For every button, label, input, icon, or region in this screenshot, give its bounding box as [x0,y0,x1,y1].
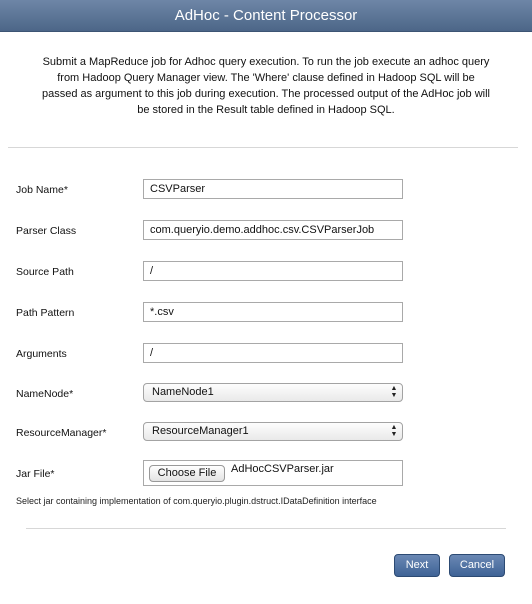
namenode-select[interactable] [143,383,403,402]
divider [8,147,518,148]
path-pattern-label: Path Pattern [16,307,75,319]
jar-file-field [143,460,403,486]
parser-class-input[interactable] [143,220,403,240]
next-button[interactable]: Next [394,554,440,577]
arguments-input[interactable] [143,343,403,363]
jar-file-name: AdHocCSVParser.jar [231,463,334,475]
job-name-input[interactable] [143,179,403,199]
namenode-label: NameNode* [16,388,74,400]
resourcemanager-select[interactable] [143,422,403,441]
jar-file-label: Jar File* [16,468,55,480]
up-down-arrows-icon: ▲ ▼ [390,385,398,399]
jar-hint-text: Select jar containing implementation of com.queryio.plugin.dstruct.IDataDefinition interface [16,496,377,506]
window-title: AdHoc - Content Processor [0,0,532,32]
divider [26,528,506,529]
resourcemanager-label: ResourceManager* [16,427,107,439]
up-down-arrows-icon: ▲ ▼ [390,424,398,438]
source-path-label: Source Path [16,266,74,278]
parser-class-label: Parser Class [16,225,77,237]
arguments-label: Arguments [16,348,67,360]
source-path-input[interactable] [143,261,403,281]
resourcemanager-selected-value: ResourceManager1 [152,425,249,437]
job-name-label: Job Name* [16,184,68,196]
cancel-button[interactable]: Cancel [449,554,505,577]
choose-file-button[interactable]: Choose File [149,465,225,482]
path-pattern-input[interactable] [143,302,403,322]
description-text: Submit a MapReduce job for Adhoc query execution. To run the job execute an adhoc query from Hadoop Query Manager view. The 'Where' clause defined in Hadoop SQL will be passed as argument to this job during execution. The processed output of the AdHoc job will be stored in the Result table defined in Hadoop SQL. [41,56,490,116]
namenode-selected-value: NameNode1 [152,386,214,398]
